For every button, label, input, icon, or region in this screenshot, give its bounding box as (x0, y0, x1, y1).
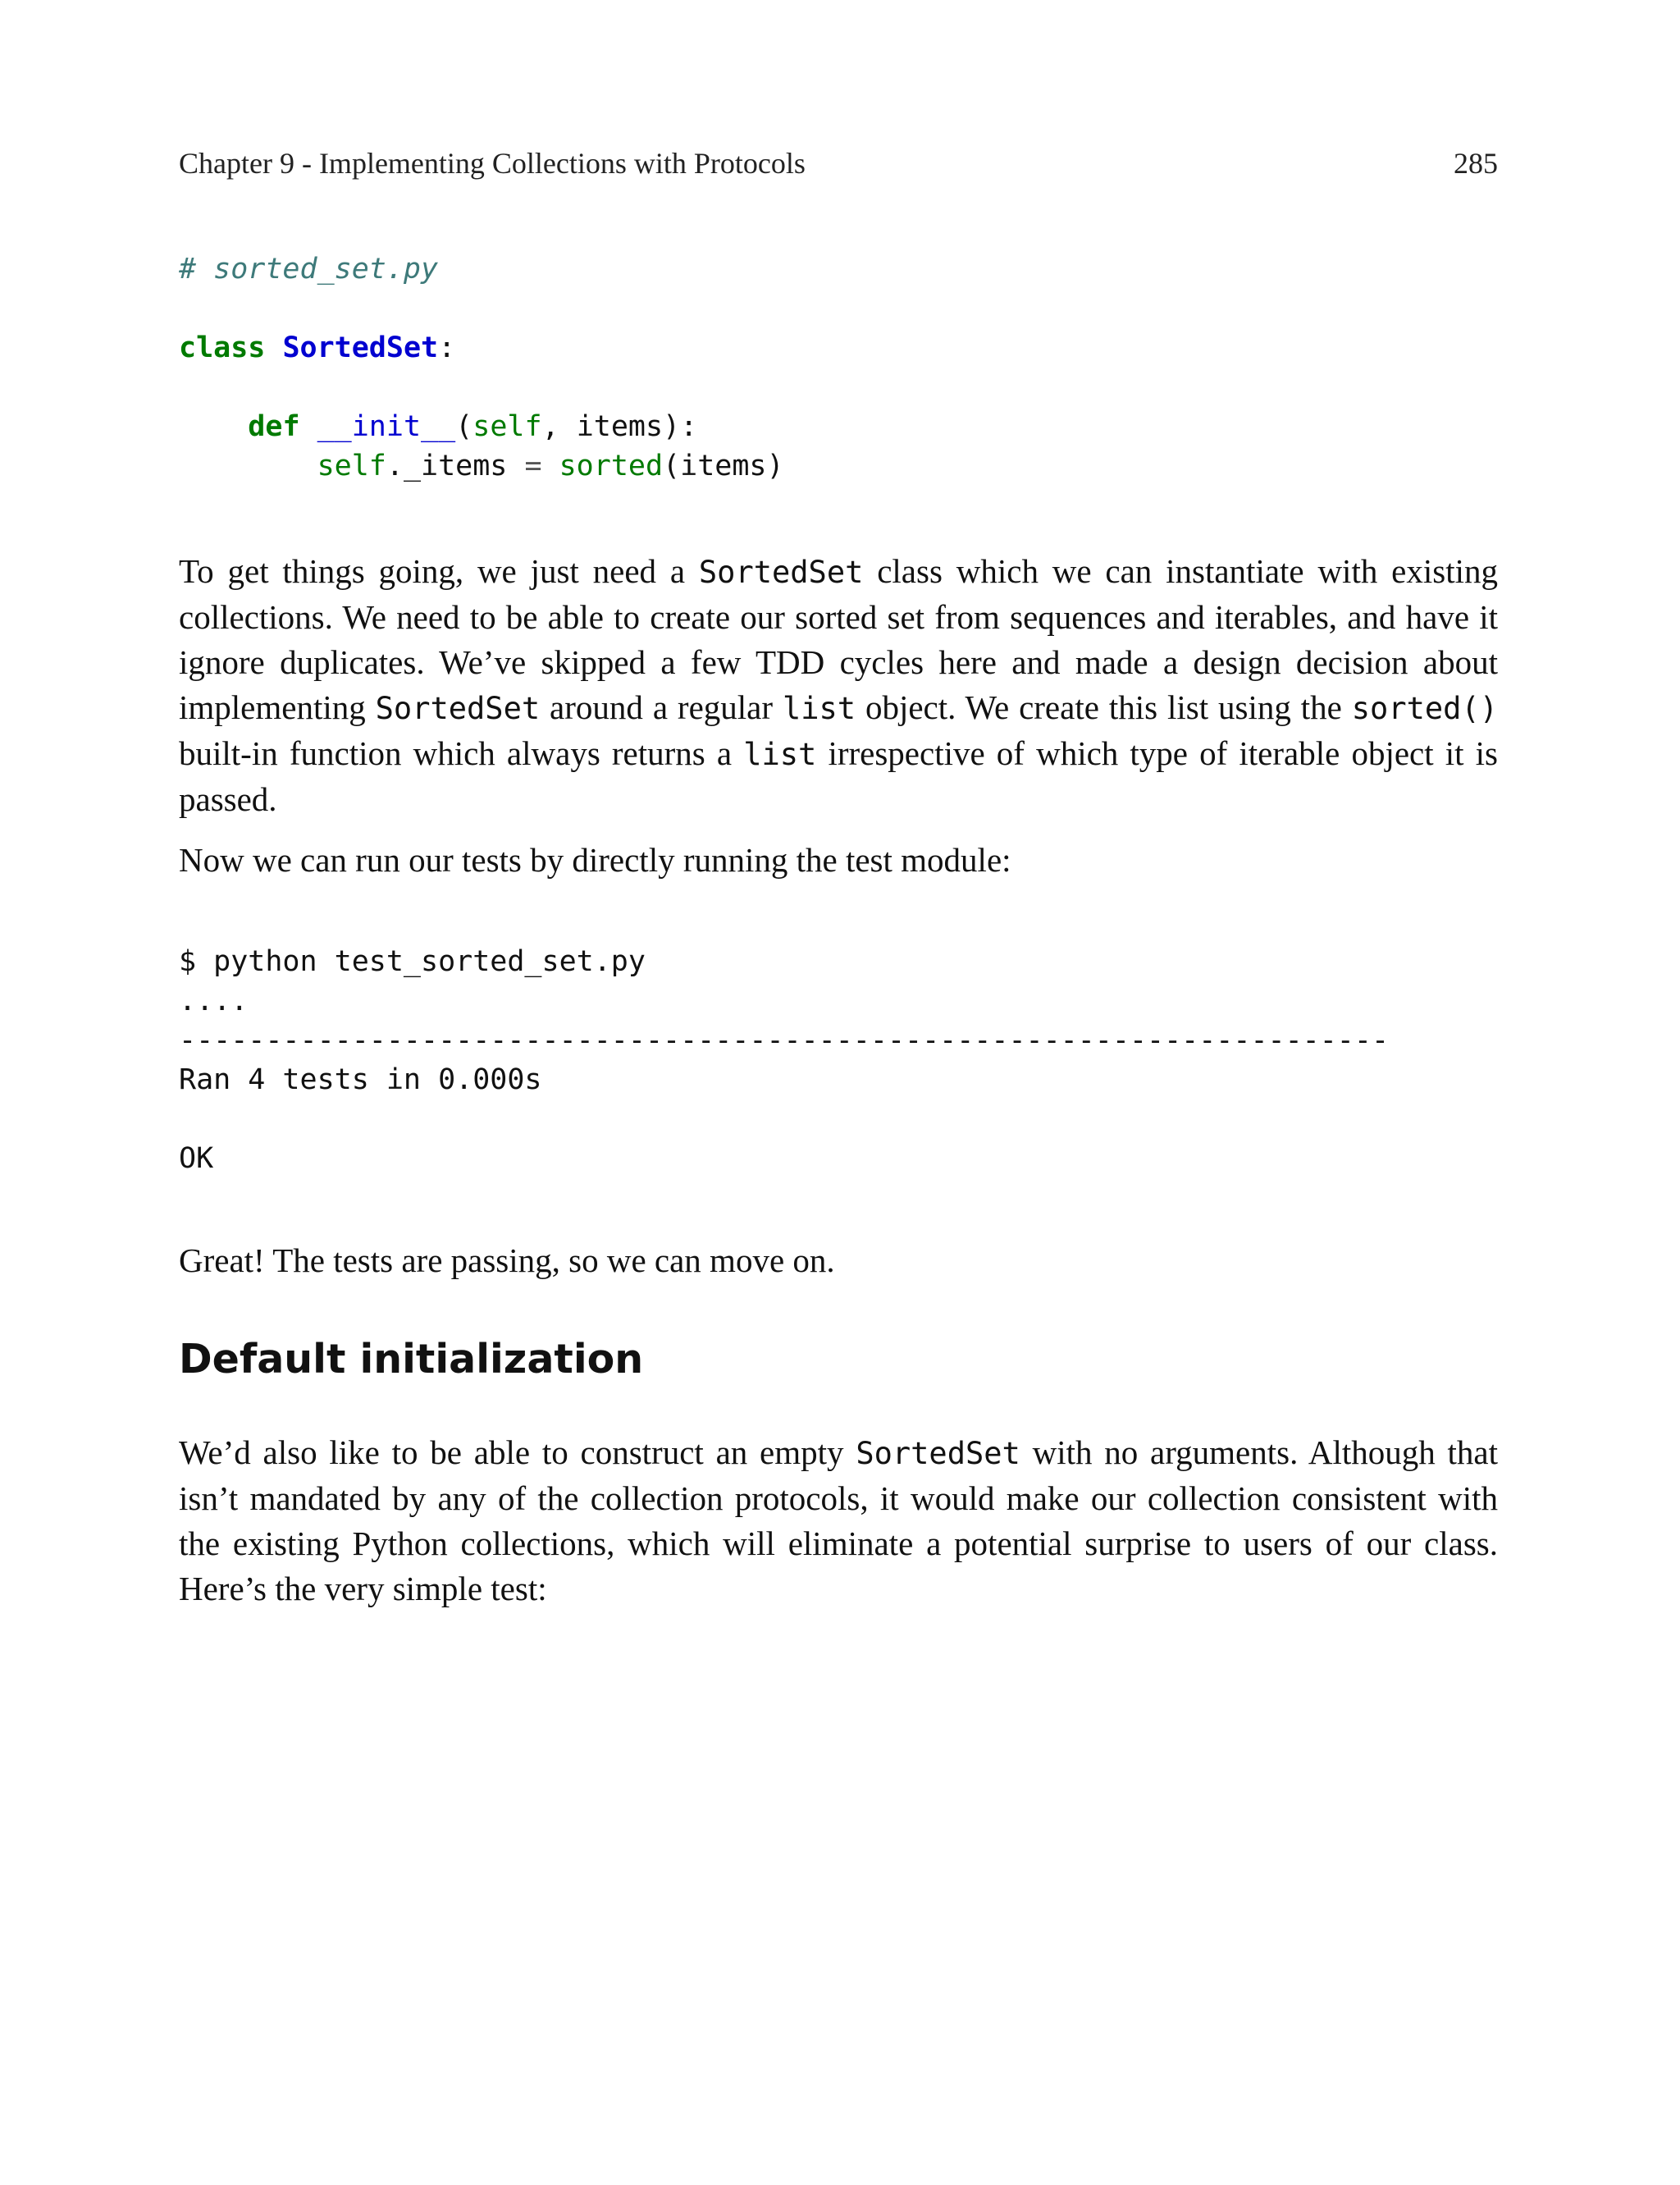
text-run: irrespective of which type of iterable object it is passed. (179, 734, 1499, 818)
chapter-title: Chapter 9 - Implementing Collections with Protocols (179, 147, 806, 180)
text-run: built-in function which always returns a (179, 734, 744, 772)
terminal-command: $ python test_sorted_set.py (179, 945, 646, 978)
text-run: around a regular (540, 688, 783, 726)
text-run: We’d also like to be able to construct an empty (179, 1433, 856, 1471)
inline-code: list (743, 737, 817, 772)
code-block-sorted-set (179, 249, 784, 486)
code-body-self: self (317, 450, 386, 482)
paragraph-run-tests: Now we can run our tests by directly running the test module: (179, 841, 1011, 879)
terminal-summary: Ran 4 tests in 0.000s (179, 1063, 542, 1096)
inline-code: SortedSet (856, 1436, 1020, 1471)
page-number: 285 (1454, 147, 1498, 180)
text-run: object. We create this list using the (856, 688, 1352, 726)
terminal-output (179, 942, 1389, 1178)
paragraph-passing: Great! The tests are passing, so we can move on. (179, 1241, 835, 1279)
paragraph-default-init (179, 1430, 1498, 1611)
code-keyword-class: class (179, 331, 266, 364)
terminal-separator: ---------------------------------------------------------------------- (179, 1024, 1390, 1057)
code-param-self: self (472, 410, 542, 443)
inline-code: list (782, 691, 856, 726)
text-run: class which we can instantiate with existing collections. We need to be able to create our sorted set from sequences and iterables, and have it ignore duplicates. We’ve skipped a few TDD cycles here and made a design decision about implementing (179, 552, 1498, 726)
section-heading: Default initialization (179, 1336, 644, 1383)
terminal-dots: .... (179, 985, 249, 1017)
code-params-rest: , items): (541, 410, 698, 443)
inline-code: SortedSet (375, 691, 541, 726)
text-run: with no arguments. Although that isn’t mandated by any of the collection protocols, it would make our collection consistent with the existing Python collections, which will eliminate a potential surprise to users of our class. Here’s the very simple test: (179, 1433, 1499, 1607)
code-paren-open: ( (455, 410, 473, 443)
running-header (179, 146, 1498, 181)
inline-code: SortedSet (698, 555, 864, 590)
inline-code: sorted() (1351, 691, 1498, 726)
code-body-eq: = (524, 450, 542, 482)
code-comment: # sorted_set.py (179, 253, 439, 286)
code-function-name: __init__ (317, 410, 456, 443)
code-keyword-def: def (248, 410, 300, 443)
code-builtin-sorted: sorted (559, 450, 664, 482)
terminal-result: OK (179, 1142, 214, 1175)
code-body-attr: ._items (386, 450, 525, 482)
paragraph-intro (179, 549, 1498, 822)
code-class-name: SortedSet (282, 331, 439, 364)
code-colon: : (438, 331, 456, 364)
text-run: To get things going, we just need a (179, 552, 699, 590)
code-body-args: (items) (663, 450, 784, 482)
